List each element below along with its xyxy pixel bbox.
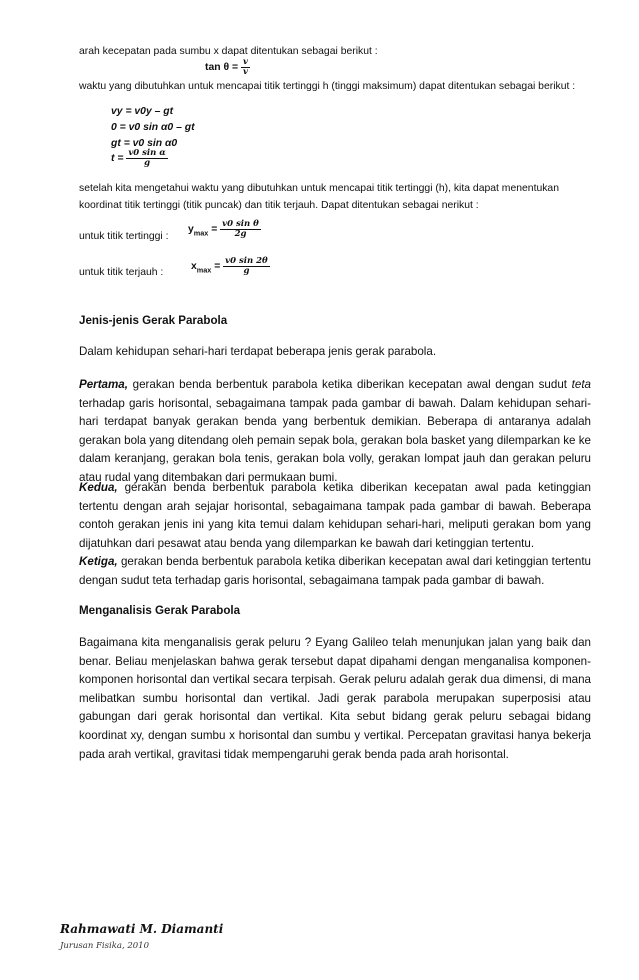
section-intro: Dalam kehidupan sehari-hari terdapat beberapa jenis gerak parabola. [79, 345, 437, 358]
footer-department: Jurusan Fisika, 2010 [60, 941, 149, 951]
paragraph-first [79, 376, 591, 488]
peak-denominator: 2g [220, 229, 261, 239]
time-to-peak-line: waktu yang dibutuhkan untuk mencapai titik tertinggi h (tinggi maksimum) dapat ditentukan sebagai berikut : [79, 81, 576, 92]
far-label: untuk titik terjauh : [79, 267, 164, 278]
equation-zero: 0 = v0 sin α0 – gt [111, 122, 195, 133]
peak-sub: max [193, 228, 209, 238]
far-fraction [223, 257, 270, 276]
peak-label: untuk titik tertinggi : [79, 231, 169, 242]
section-heading-analysis: Menganalisis Gerak Parabola [79, 604, 241, 617]
peak-eq: = [208, 224, 221, 236]
paragraph-third [79, 553, 591, 590]
t-fraction [126, 149, 168, 168]
t-numerator: v0 sin α [128, 148, 166, 158]
paragraph-second [79, 479, 591, 553]
t-denominator: g [126, 158, 168, 168]
far-equation [191, 257, 270, 276]
peak-equation [188, 220, 261, 239]
paragraph-analysis: Bagaimana kita menganalisis gerak peluru ? Eyang Galileo telah menunjukan jalan yang baik dan benar. Beliau menjelaskan bahwa gerak tersebut dapat dipahami dengan menganalisa komponen-komponen horisontal dan vertikal secara terpisah. Gerak peluru adalah gerak dua dimensi, di mana melibatkan sumbu horisontal dan vertikal. Jadi gerak parabola merupakan superposisi atau gabungan dari gerak horisontal dan vertikal. Kita sebut bidang gerak peluru sebagai bidang koordinat xy, dengan sumbu x horisontal dan sumbu y vertikal. Percepatan gravitasi hanya bekerja pada arah vertikal, gravitasi tidak mempengaruhi gerak benda pada arah horisontal. [79, 636, 591, 761]
peak-fraction [220, 220, 261, 239]
intro-line-direction: arah kecepatan pada sumbu x dapat ditentukan sebagai berikut : [79, 46, 378, 57]
paragraph-third-text: gerakan benda berbentuk parabola ketika diberikan kecepatan awal dari ketinggian tertentu dengan sudut teta terhadap garis horisontal, sebagaimana tampak pada gambar di bawah. [79, 555, 591, 587]
paragraph-third-lead: Ketiga, [79, 555, 118, 568]
far-numerator: v0 sin 2θ [225, 256, 268, 266]
paragraph-first-lead: Pertama, [79, 378, 128, 391]
tan-label: tan θ = [205, 62, 241, 74]
far-var: x [191, 261, 197, 273]
coordinate-intro-line-2: koordinat titik tertinggi (titik puncak) dan titik terjauh. Dapat ditentukan sebagai nerikut : [79, 200, 479, 211]
peak-numerator: v0 sin θ [222, 219, 259, 229]
far-sub: max [196, 265, 212, 275]
far-denominator: g [223, 266, 270, 276]
paragraph-first-teta: teta [571, 378, 591, 391]
t-label: t = [111, 153, 127, 165]
tan-fraction [241, 58, 250, 77]
footer-author: Rahmawati M. Diamanti [60, 922, 224, 936]
paragraph-first-text-b: terhadap garis horisontal, sebagaimana tampak pada gambar di bawah. Dalam kehidupan sehari-hari terdapat banyak gerakan benda yang berbentuk demikian. Beberapa di antaranya adalah gerakan bola yang ditendang oleh pemain sepak bola, gerakan bola basket yang dilemparkan ke ke dalam keranjang, gerakan bola tenis, gerakan bola volly, gerakan lompat jauh dan gerakan peluru atau rudal yang ditembakan dari permukaan bumi. [79, 396, 591, 484]
section-heading-types: Jenis-jenis Gerak Parabola [79, 314, 228, 327]
tan-numerator: v [242, 57, 248, 67]
equation-gt: gt = v0 sin α0 [111, 138, 178, 149]
far-eq: = [211, 261, 224, 273]
equation-t [111, 149, 168, 168]
paragraph-second-text: gerakan benda berbentuk parabola ketika diberikan kecepatan awal pada ketinggian tertentu dengan arah sejajar horisontal, sebagaimana tampak pada gambar di bawah. Beberapa contoh gerakan jenis ini yang kita temui dalam kehidupan sehari-hari, meliputi gerakan bom yang dijatuhkan dari pesawat atau benda yang dilemparkan ke bawah dari ketinggian tertentu. [79, 481, 591, 550]
tan-denominator: v [242, 66, 248, 77]
coordinate-intro-line-1: setelah kita mengetahui waktu yang dibutuhkan untuk mencapai titik tertinggi (h), kita dapat menentukan [79, 183, 559, 194]
paragraph-second-lead: Kedua, [79, 481, 118, 494]
tan-equation [205, 58, 250, 77]
equation-vy: vy = v0y – gt [111, 106, 174, 117]
peak-var: y [188, 224, 194, 236]
paragraph-first-text-a: gerakan benda berbentuk parabola ketika diberikan kecepatan awal dengan sudut [127, 378, 572, 391]
